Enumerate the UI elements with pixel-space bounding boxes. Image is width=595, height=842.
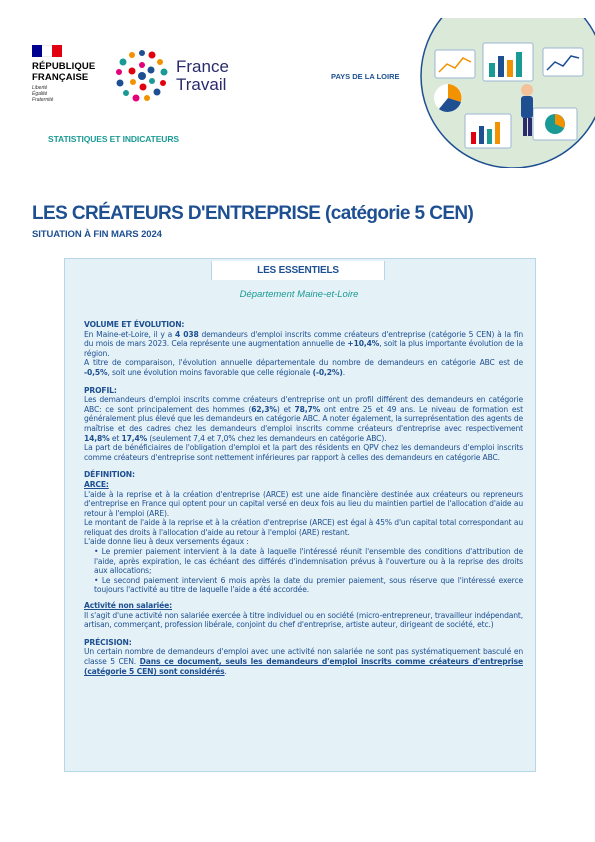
text: , soit une évolution moins favorable que celle régionale	[107, 367, 313, 377]
motto-fraternite: Fraternité	[32, 97, 54, 103]
republique-motto	[32, 85, 102, 103]
arce-bullet-2: • Le second paiement intervient 6 mois après la date du premier paiement, sous réserve que l'intéressé exerce toujours l'activité au titre de laquelle l'aide a été accordée.	[84, 576, 523, 595]
text: Les demandeurs d'emploi inscrits comme créateurs d'entreprise ont un profil différent des demandeurs en catégorie ABC: ce sont principalement des hommes (	[84, 395, 523, 414]
activite-non-salariee-heading: Activité non salariée:	[84, 601, 173, 611]
motto-egalite: Égalité	[32, 91, 48, 97]
precision-heading: PRÉCISION:	[84, 637, 132, 647]
text: .	[224, 666, 227, 676]
profil-paragraph-1	[84, 395, 523, 443]
arce-bullet-1: • Le premier paiement intervient à la date à laquelle l'intéressé réunit l'ensemble des conditions d'attribution de l'aide, après expiration, le cas échéant des différés d'indemnisation prévus à l'ouverture ou à la reprise des droits aux allocations;	[84, 547, 523, 576]
brand-line2: Travail	[176, 75, 227, 94]
count-value: 4 038	[174, 329, 199, 339]
region-label: PAYS DE LA LOIRE	[331, 72, 400, 81]
arce-paragraph-1: L'aide à la reprise et à la création d'entreprise (ARCE) est une aide financière destinée aux créateurs ou repreneurs d'entreprise en France qui optent pour un capital versé en deux fois au lieu du maintien partiel de l'allocation d'aide au retour à l'emploi (ARE).	[84, 489, 523, 518]
essentials-tab: LES ESSENTIELS	[211, 261, 385, 280]
republique-line1: RÉPUBLIQUE	[32, 61, 96, 72]
france-travail-logo	[114, 48, 254, 108]
cadres-share-value: 17,4%	[121, 433, 148, 443]
volume-paragraph-1	[84, 330, 523, 359]
section-label: STATISTIQUES ET INDICATEURS	[48, 134, 179, 144]
definition-heading: DÉFINITION:	[84, 470, 135, 480]
regional-evolution-value: (-0,2%)	[312, 367, 343, 377]
french-flag-icon	[32, 45, 62, 57]
agents-share-value: 14,8%	[84, 433, 110, 443]
arce-paragraph-2: Le montant de l'aide à la reprise et à la création d'entreprise (ARCE) est égal à 45% d'un capital total correspondant au reliquat des droits à l'allocation d'aide au retour à l'emploi (ARE) restant.	[84, 518, 523, 537]
text: demandeurs d'emploi inscrits comme créateurs d'entreprise (catégorie 5 CEN) à la fin du mois de mars 2023. Cela représente une augmentation annuelle de	[84, 329, 523, 349]
analytics-illustration	[403, 18, 595, 168]
profil-paragraph-2: La part de bénéficiaires de l'obligation d'emploi et la part des résidents en QPV chez les demandeurs d'emploi inscrits comme créateurs d'entreprise sont nettement inférieures par rapport à celles des demandeurs en catégorie ABC.	[84, 443, 523, 462]
men-share-value: 62,3%	[251, 404, 277, 414]
text: (seulement 7,4 et 7,0% chez les demandeurs en catégorie ABC).	[147, 433, 387, 443]
page-subtitle: SITUATION À FIN MARS 2024	[32, 229, 162, 240]
activite-non-salariee-paragraph: Il s'agit d'une activité non salariée exercée à titre individuel ou en société (micro-entrepreneur, travailleur indépendant, artisan, commerçant, profession libérale, conjoint du chef d'entreprise, artiste auteur, dirigeant de société, etc.)	[84, 610, 523, 630]
text: ont entre 25 et 49 ans. Le niveau de formation est généralement plus élevé que les demandeurs en catégorie ABC. A noter également, la surreprésentation des agents de maîtrise et des cadres chez les demandeurs d'emploi inscrits comme créateurs d'entreprise avec respectivement	[84, 404, 524, 433]
arce-heading: ARCE:	[84, 479, 109, 489]
france-travail-wordmark	[176, 58, 229, 94]
text: .	[342, 367, 345, 377]
republique-francaise-logo	[32, 45, 102, 103]
text: ) et	[276, 404, 295, 414]
precision-paragraph	[84, 647, 523, 676]
volume-paragraph-2	[84, 358, 523, 377]
text: , soit la plus importante évolution de la région.	[84, 339, 523, 358]
republique-line2: FRANÇAISE	[32, 72, 89, 83]
essentials-content	[84, 320, 523, 676]
growth-value: +10,4%	[347, 339, 380, 349]
brand-line1: France	[176, 57, 229, 76]
text: Un certain nombre de demandeurs d'emploi avec une activité non salariée ne sont pas systématiquement basculé en classe 5 CEN.	[84, 647, 523, 666]
age-share-value: 78,7%	[294, 404, 321, 414]
text: A titre de comparaison, l'évolution annuelle départementale du nombre de demandeurs en catégorie ABC est de	[84, 358, 523, 368]
abc-evolution-value: -0,5%	[84, 367, 108, 377]
france-travail-dots-icon	[114, 48, 170, 104]
volume-heading: VOLUME ET ÉVOLUTION:	[84, 320, 185, 329]
profil-heading: PROFIL:	[84, 385, 117, 395]
department-label: Département Maine-et-Loire	[239, 289, 359, 300]
motto-liberte: Liberté	[32, 85, 48, 91]
text: En Maine-et-Loire, il y a	[84, 329, 175, 339]
scope-note: Dans ce document, seuls les demandeurs d'emploi inscrits comme créateurs d'entreprise (catégorie 5 CEN) sont considérés	[84, 657, 523, 676]
text: et	[109, 433, 122, 443]
arce-paragraph-3: L'aide donne lieu à deux versements égaux :	[84, 537, 249, 547]
page-title: LES CRÉATEURS D'ENTREPRISE (catégorie 5 CEN)	[32, 203, 474, 224]
